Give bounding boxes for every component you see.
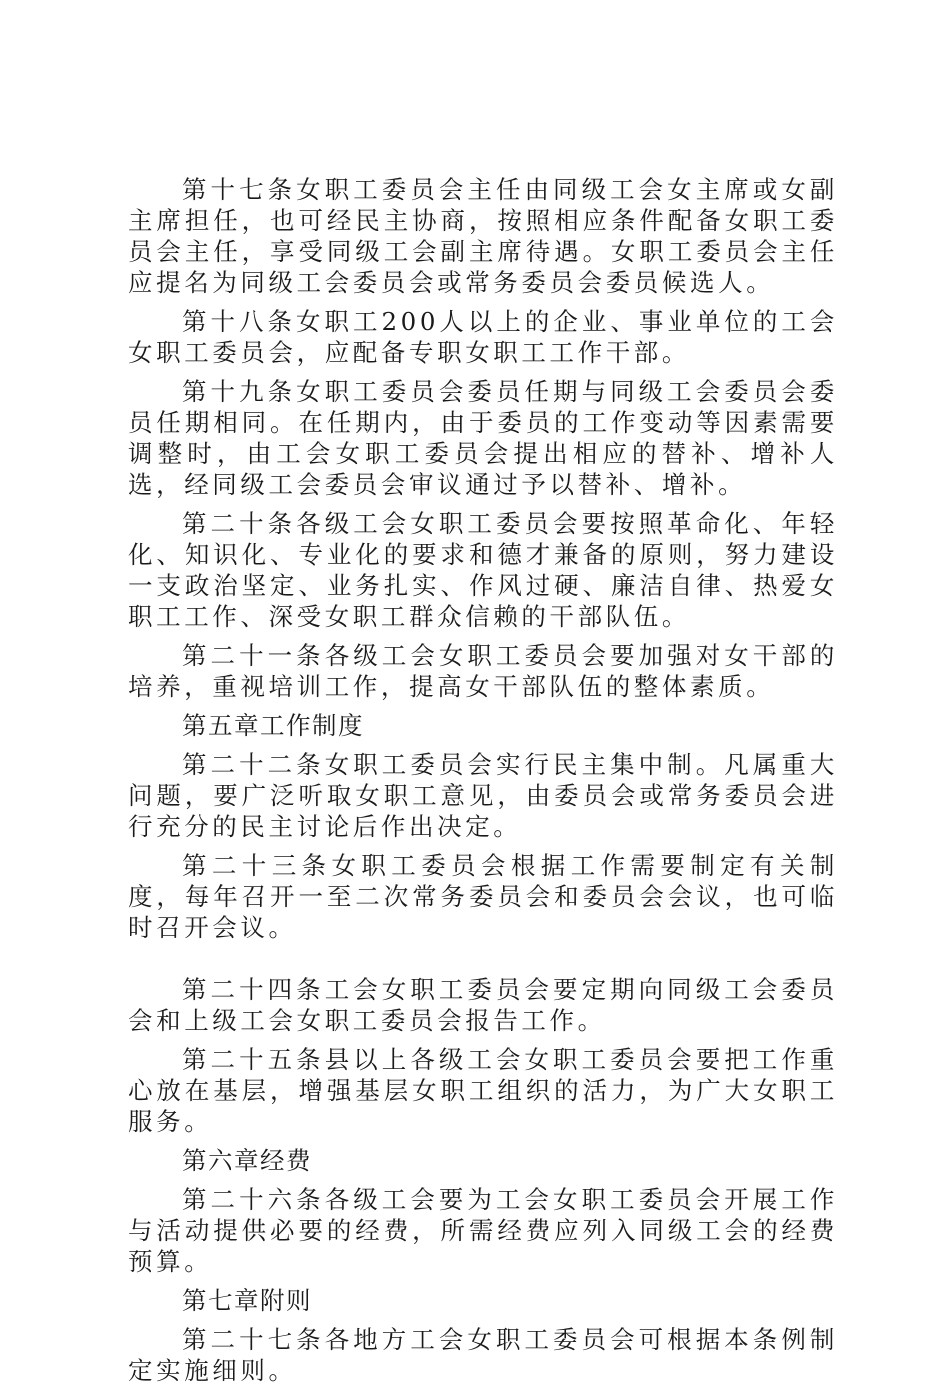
article-24-paragraph: 第二十四条工会女职工委员会要定期向同级工会委员会和上级工会女职工委员会报告工作。 xyxy=(128,975,838,1035)
document-body xyxy=(128,174,838,1394)
chapter-7-heading: 第七章附则 xyxy=(182,1286,312,1315)
article-20-paragraph: 第二十条各级工会女职工委员会要按照革命化、年轻化、知识化、专业化的要求和德才兼备的原则，努力建设一支政治坚定、业务扎实、作风过硬、廉洁自律、热爱女职工工作、深受女职工群众信赖的干部队伍。 xyxy=(128,509,838,631)
article-19-paragraph: 第十九条女职工委员会委员任期与同级工会委员会委员任期相同。在任期内，由于委员的工作变动等因素需要调整时，由工会女职工委员会提出相应的替补、增补人选，经同级工会委员会审议通过予以替补、增补。 xyxy=(128,377,838,499)
article-26-paragraph: 第二十六条各级工会要为工会女职工委员会开展工作与活动提供必要的经费，所需经费应列入同级工会的经费预算。 xyxy=(128,1185,838,1276)
chapter-5-heading: 第五章工作制度 xyxy=(182,711,364,740)
article-27-paragraph: 第二十七条各地方工会女职工委员会可根据本条例制定实施细则。 xyxy=(128,1325,838,1385)
article-21-paragraph: 第二十一条各级工会女职工委员会要加强对女干部的培养，重视培训工作，提高女干部队伍的整体素质。 xyxy=(128,641,838,701)
chapter-6-heading: 第六章经费 xyxy=(182,1146,312,1175)
article-17-paragraph: 第十七条女职工委员会主任由同级工会女主席或女副主席担任，也可经民主协商，按照相应条件配备女职工委员会主任，享受同级工会副主席待遇。女职工委员会主任应提名为同级工会委员会或常务委员会委员候选人。 xyxy=(128,175,838,297)
article-25-paragraph: 第二十五条县以上各级工会女职工委员会要把工作重心放在基层，增强基层女职工组织的活力，为广大女职工服务。 xyxy=(128,1045,838,1136)
article-22-paragraph: 第二十二条女职工委员会实行民主集中制。凡属重大问题，要广泛听取女职工意见，由委员会或常务委员会进行充分的民主讨论后作出决定。 xyxy=(128,750,838,841)
article-23-paragraph: 第二十三条女职工委员会根据工作需要制定有关制度，每年召开一至二次常务委员会和委员会会议，也可临时召开会议。 xyxy=(128,851,838,942)
article-18-paragraph: 第十八条女职工200人以上的企业、事业单位的工会女职工委员会，应配备专职女职工工作干部。 xyxy=(128,307,838,367)
